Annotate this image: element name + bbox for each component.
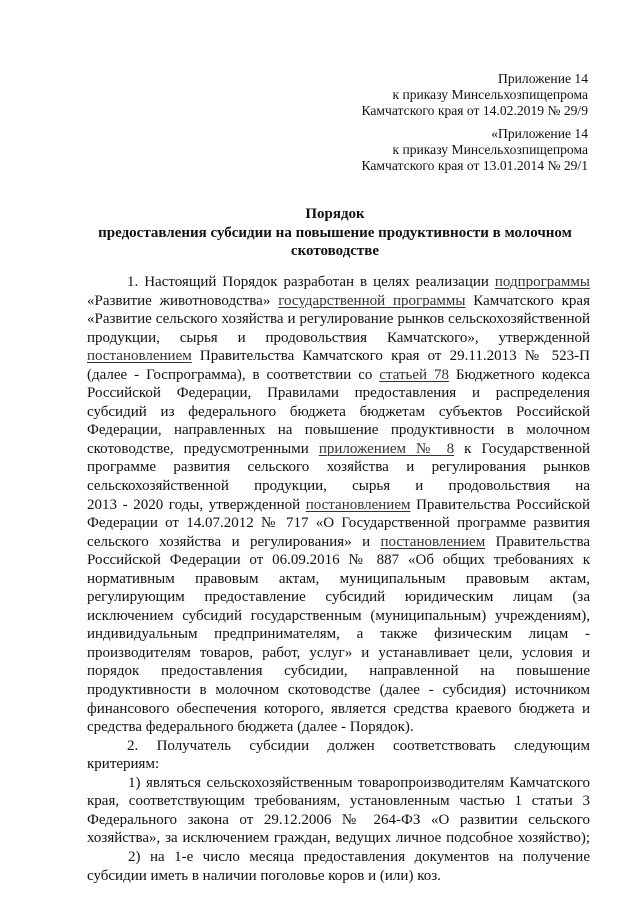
paragraph-line <box>87 347 590 366</box>
paragraph-line: 2. Получатель субсидии должен соответствовать следующим <box>127 737 590 754</box>
title-line: Порядок <box>305 206 365 222</box>
text-span: Правительства <box>485 533 590 550</box>
paragraph-line: продуктивности в молочном скотоводстве (далее - субсидия) источником <box>87 682 590 699</box>
paragraph-line: продукции, сырья и продовольствия Камчатского», утвержденной <box>87 329 590 346</box>
paragraph-line: нормативным правовым актам, муниципальным правовым актам, <box>87 570 590 587</box>
appendix-header-original <box>362 126 588 174</box>
title-line: скотоводстве <box>290 243 380 259</box>
paragraph-line <box>87 292 590 311</box>
paragraph-line: регулирующим предоставление субсидий юридическим лицам (за <box>87 589 590 606</box>
text-span: Правительства Российской <box>410 496 590 513</box>
paragraph-line <box>87 366 590 385</box>
resolution-link[interactable]: постановлением <box>87 348 192 365</box>
text-span: 1. Настоящий Порядок разработан в целях реализации <box>127 274 495 290</box>
appendix-8-link[interactable]: приложением № 8 <box>318 440 455 457</box>
paragraph-line: программе развития сельского хозяйства и регулирования рынков <box>87 459 590 476</box>
paragraph-line <box>87 440 590 459</box>
appendix-order-date: Камчатского края от 14.02.2019 № 29/9 <box>361 103 588 118</box>
appendix-number: Приложение 14 <box>498 71 588 86</box>
paragraph-line: Российской Федерации от 06.09.2016 № 887 «Об общих требованиях к <box>87 552 590 569</box>
appendix-number: «Приложение 14 <box>491 126 588 141</box>
resolution-link[interactable]: постановлением <box>380 533 486 550</box>
paragraph-line: Российской Федерации, Правилами предоставления и распределения <box>87 385 590 402</box>
title-line: предоставления субсидии на повышение продуктивности в молочном <box>98 224 572 241</box>
subprogram-link[interactable]: подпрограммы <box>494 274 590 290</box>
paragraph-line: производителям товаров, работ, услуг» и устанавливает цели, условия и <box>87 644 590 661</box>
paragraph-line <box>87 533 590 552</box>
document-body <box>87 273 590 885</box>
text-span: Правительства Камчатского края от 29.11.2013 № 523-П <box>191 348 590 365</box>
text-span: сельского хозяйства и регулирования» и <box>87 533 381 550</box>
text-span: Камчатского края <box>465 292 590 309</box>
paragraph-line: Федерального закона от 29.12.2006 № 264-ФЗ «О развитии сельского <box>87 811 590 828</box>
text-span: «Развитие животноводства» <box>87 292 279 309</box>
paragraph-line <box>87 496 590 515</box>
text-span: к Государственной <box>454 440 590 457</box>
paragraph-line: индивидуальным предпринимателям, а также физическим лицам - <box>87 626 590 643</box>
paragraph-line: «Развитие сельского хозяйства и регулирование рынков сельскохозяйственной <box>87 311 590 328</box>
appendix-header-current <box>362 71 588 119</box>
paragraph-line: 1) являться сельскохозяйственным товаропроизводителям Камчатского <box>128 774 590 791</box>
paragraph-line: исключением субсидий государственным (муниципальным) учреждениям), <box>87 607 590 624</box>
appendix-order-ref: к приказу Минсельхозпищепрома <box>392 142 588 157</box>
resolution-link[interactable]: постановлением <box>305 496 411 513</box>
paragraph-line: края, соответствующим требованиям, установленным частью 1 статьи 3 <box>87 793 590 810</box>
paragraph-line <box>87 273 590 292</box>
text-span: скотоводстве, предусмотренными <box>87 440 319 457</box>
state-program-link[interactable]: государственной программы <box>278 292 466 309</box>
text-span: Бюджетного кодекса <box>448 366 591 383</box>
paragraph-line: хозяйства», за исключением граждан, ведущих личное подсобное хозяйство); <box>87 830 590 847</box>
paragraph-line: критериям: <box>87 756 160 773</box>
paragraph-line: Федерации от 14.07.2012 № 717 «О Государственной программе развития <box>87 515 590 532</box>
text-span: 2013 - 2020 годы, утвержденной <box>87 496 306 513</box>
paragraph-line: 2) на 1-е число месяца предоставления документов на получение <box>128 848 590 865</box>
text-span: (далее - Госпрограмма), в соответствии со <box>87 366 380 383</box>
paragraph-line: финансового обеспечения которого, является средства краевого бюджета и <box>87 700 590 717</box>
article-78-link[interactable]: статьей 78 <box>379 366 449 383</box>
appendix-order-date: Камчатского края от 13.01.2014 № 29/1 <box>361 158 588 173</box>
paragraph-line: средства федерального бюджета (далее - Порядок). <box>87 719 414 736</box>
paragraph-line: субсидий из федерального бюджета бюджетам субъектов Российской <box>87 403 590 420</box>
paragraph-line: порядок предоставления субсидии, направленной на повышение <box>87 663 590 680</box>
appendix-order-ref: к приказу Минсельхозпищепрома <box>392 87 588 102</box>
paragraph-line: субсидии иметь в наличии поголовье коров и (или) коз. <box>87 867 441 884</box>
paragraph-line: Федерации, направленных на повышение продуктивности в молочном <box>87 422 590 439</box>
paragraph-line: сельскохозяйственной продукции, сырья и продовольствия на <box>87 478 590 495</box>
document-title <box>70 205 600 261</box>
